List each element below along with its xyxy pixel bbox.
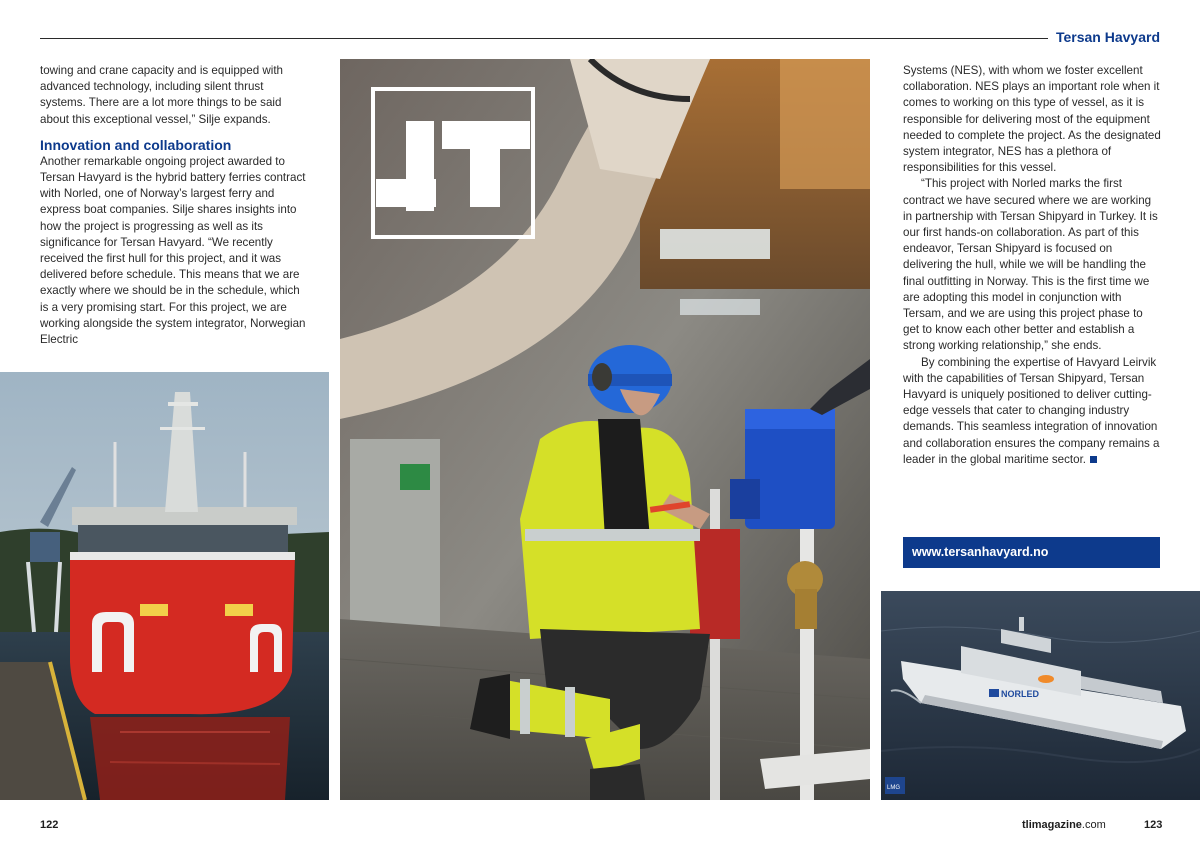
footer-website-bold: tlimagazine (1022, 819, 1082, 831)
left-paragraph-2: Another remarkable ongoing project awarded to Tersan Havyard is the hybrid battery ferries contract with Norled, one of Norway’s largest ferry and express boat companies. Silje shares insights into how the project is progressing as well as its significance for Tersan Havyard. “We recently received the first hull for this project, and it was delivered before schedule. This means that we are exactly where we should be in the schedule, which is a very promising start. For this project, we are working alongside the system integrator, Norwegian Electric (40, 154, 306, 347)
end-mark-icon (1090, 456, 1097, 463)
page-number-right: 123 (1144, 819, 1163, 831)
footer-website (1022, 819, 1106, 831)
photo-hybrid-ferry (881, 591, 1200, 800)
left-text-column (40, 63, 310, 348)
photo-red-vessel (0, 372, 329, 800)
footer-website-domain: .com (1081, 819, 1106, 831)
left-paragraph-1: towing and crane capacity and is equipped with advanced technology, including silent thrust systems. There are a lot more things to be said about this exceptional vessel,” Silje expands. (40, 64, 283, 126)
small-watermark: LMG (887, 785, 901, 791)
page-number-left: 122 (40, 819, 59, 831)
header-brand: Tersan Havyard (1055, 29, 1160, 45)
right-paragraph-2: “This project with Norled marks the first contract we have secured where we are working in partnership with Tersan Shipyard in Turkey. It is our first hands-on collaboration. As part of this endeavor, Tersan Shipyard is focused on delivering the hull, while we will be handling the final outfitting in Norway. This is the first time we are adopting this model in conjunction with Tersam, and we are using this project phase to get to know each other better and establish a strong working relationship,” she ends. (903, 177, 1158, 353)
right-text-column (903, 63, 1161, 468)
header-rule (40, 38, 1048, 39)
section-heading: Innovation and collaboration (40, 136, 232, 153)
norled-logo-icon (989, 689, 999, 697)
right-paragraph-3 (903, 355, 1161, 468)
ferry-brand-label: NORLED (1001, 689, 1039, 699)
photo-technician-engine-room (340, 59, 870, 800)
right-paragraph-3-text: By combining the expertise of Havyard Leirvik with the capabilities of Tersan Shipyard, Tersan Havyard is uniquely positioned to deliver cutting-edge vessels that cater to changing industry demands. This seamless integration of innovation and collaboration ensures the company remains a leader in the global maritime sector. (903, 355, 1160, 466)
website-link-box[interactable]: www.tersanhavyard.no (903, 537, 1160, 568)
right-paragraph-1: Systems (NES), with whom we foster excellent collaboration. NES plays an important role when it comes to working on this type of vessel, as it is responsible for delivering most of the equipment needed to complete the project. As the designated system integrator, NES has a plethora of responsibilities for this vessel. (903, 64, 1161, 175)
